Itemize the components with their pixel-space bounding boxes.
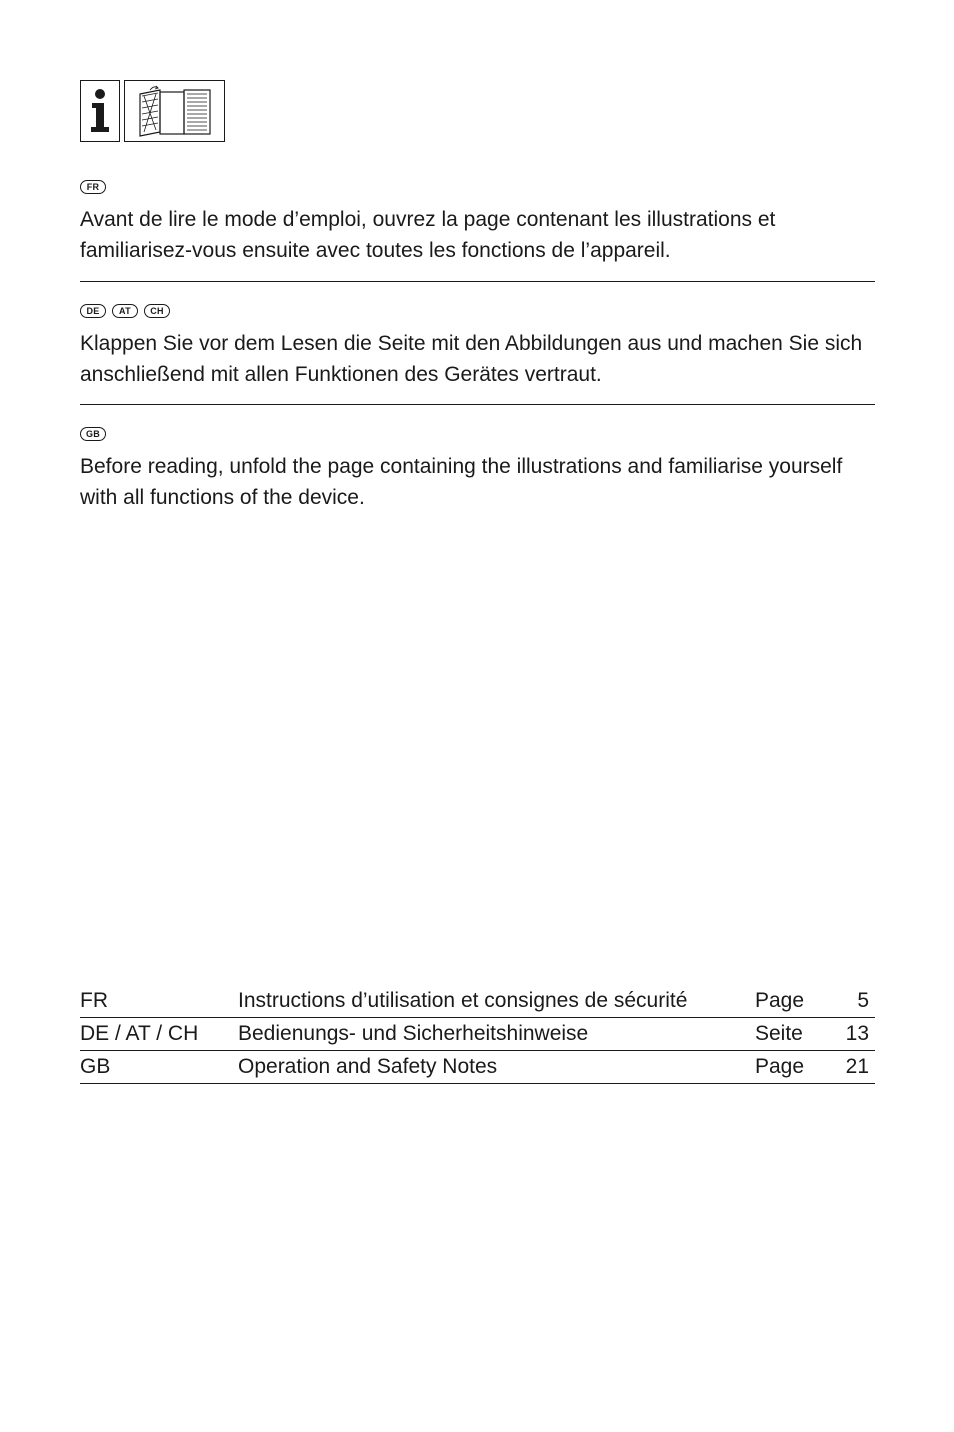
section-gb <box>80 425 875 513</box>
table-of-contents <box>80 985 875 1084</box>
toc-language-code: DE / AT / CH <box>80 1018 238 1051</box>
toc-page-number: 21 <box>835 1051 875 1084</box>
country-badge-ch: CH <box>144 304 170 318</box>
toc-page-number: 13 <box>835 1018 875 1051</box>
country-badge-at: AT <box>112 304 138 318</box>
country-badge-de: DE <box>80 304 106 318</box>
divider <box>80 404 875 405</box>
instruction-text-gb: Before reading, unfold the page containing the illustrations and familiarise yourself with all functions of the device. <box>80 455 843 509</box>
toc-page-label: Page <box>755 1051 835 1084</box>
country-badges <box>80 302 875 320</box>
info-i-icon <box>80 80 120 142</box>
foldout-pages-icon <box>124 80 225 142</box>
toc-title: Bedienungs- und Sicherheitshinweise <box>238 1018 755 1051</box>
toc-language-code: FR <box>80 985 238 1018</box>
toc-row <box>80 1018 875 1051</box>
toc-title: Operation and Safety Notes <box>238 1051 755 1084</box>
toc-language-code: GB <box>80 1051 238 1084</box>
country-badge-fr: FR <box>80 180 106 194</box>
toc-row <box>80 985 875 1018</box>
toc-page-label: Page <box>755 985 835 1018</box>
toc-page-label: Seite <box>755 1018 835 1051</box>
toc-title: Instructions d’utilisation et consignes de sécurité <box>238 985 755 1018</box>
section-de <box>80 302 875 390</box>
section-fr <box>80 178 875 266</box>
country-badge-gb: GB <box>80 427 106 441</box>
toc-row <box>80 1051 875 1084</box>
divider <box>80 281 875 282</box>
info-icon-group <box>80 80 225 142</box>
instruction-text-de: Klappen Sie vor dem Lesen die Seite mit den Abbildungen aus und machen Sie sich anschließend mit allen Funktionen des Gerätes vertraut. <box>80 332 863 386</box>
toc-page-number: 5 <box>835 985 875 1018</box>
instruction-text-fr: Avant de lire le mode d’emploi, ouvrez la page contenant les illustrations et familiarisez-vous ensuite avec toutes les fonctions de l’appareil. <box>80 208 776 262</box>
country-badges <box>80 425 875 443</box>
country-badges <box>80 178 875 196</box>
